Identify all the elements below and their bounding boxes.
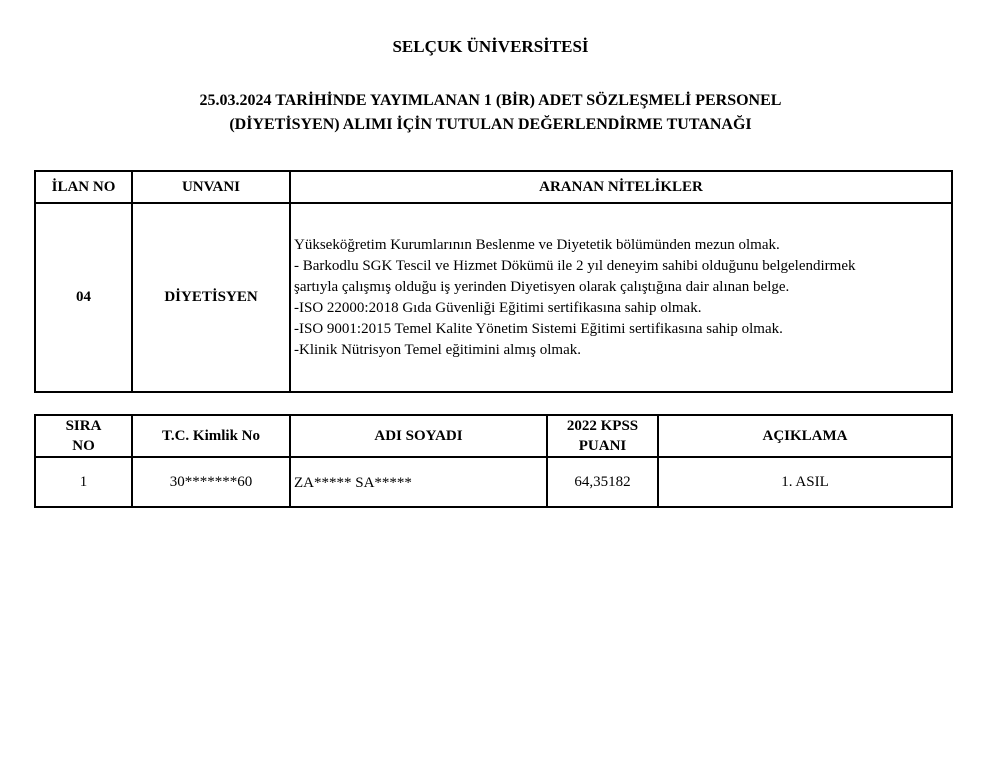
cell-ilan-no: 04 [35,203,132,392]
position-table [34,170,953,393]
table-row [35,457,952,507]
cell-adi-soyadi: ZA***** SA***** [290,457,547,507]
header-kpss-line-2: PUANI [578,438,627,454]
subtitle-line-2: (DİYETİSYEN) ALIMI İÇİN TUTULAN DEĞERLENDİRME TUTANAĞI [229,116,752,133]
qualification-line: - Barkodlu SGK Tescil ve Hizmet Dökümü ile 2 yıl deneyim sahibi olduğunu belgelendirmek [294,257,856,274]
subtitle-line-1: 25.03.2024 TARİHİNDE YAYIMLANAN 1 (BİR) ADET SÖZLEŞMELİ PERSONEL [199,92,782,109]
qualification-line: -Klinik Nütrisyon Temel eğitimini almış olmak. [294,341,581,358]
cell-unvani: DİYETİSYEN [132,203,290,392]
results-table-header-row [35,415,952,457]
header-sira-line-1: SIRA [65,418,102,434]
document-title: SELÇUK ÜNİVERSİTESİ [392,37,589,56]
header-tc-kimlik: T.C. Kimlik No [132,415,290,457]
position-table-row [35,203,952,392]
header-aciklama: AÇIKLAMA [658,415,952,457]
qualification-line: -ISO 9001:2015 Temel Kalite Yönetim Sistemi Eğitimi sertifikasına sahip olmak. [294,320,783,337]
header-adi-soyadi: ADI SOYADI [290,415,547,457]
header-kpss-line-1: 2022 KPSS [566,418,639,434]
cell-kpss-puani: 64,35182 [547,457,658,507]
cell-tc-kimlik: 30*******60 [132,457,290,507]
results-table [34,414,953,508]
header-aranan-nitelikler: ARANAN NİTELİKLER [290,171,952,203]
header-sira-no [35,415,132,457]
cell-aciklama: 1. ASIL [658,457,952,507]
qualification-line: şartıyla çalışmış olduğu iş yerinden Diyetisyen olarak çalıştığına dair alınan belge. [294,278,790,295]
qualification-line: Yükseköğretim Kurumlarının Beslenme ve Diyetetik bölümünden mezun olmak. [294,236,780,253]
header-ilan-no: İLAN NO [35,171,132,203]
header-kpss-puani [547,415,658,457]
document-subtitle [0,89,981,137]
qualification-line: -ISO 22000:2018 Gıda Güvenliği Eğitimi sertifikasına sahip olmak. [294,299,702,316]
cell-qualifications [290,203,952,392]
position-table-header-row [35,171,952,203]
header-unvani: UNVANI [132,171,290,203]
header-sira-line-2: NO [72,438,95,454]
cell-sira-no: 1 [35,457,132,507]
